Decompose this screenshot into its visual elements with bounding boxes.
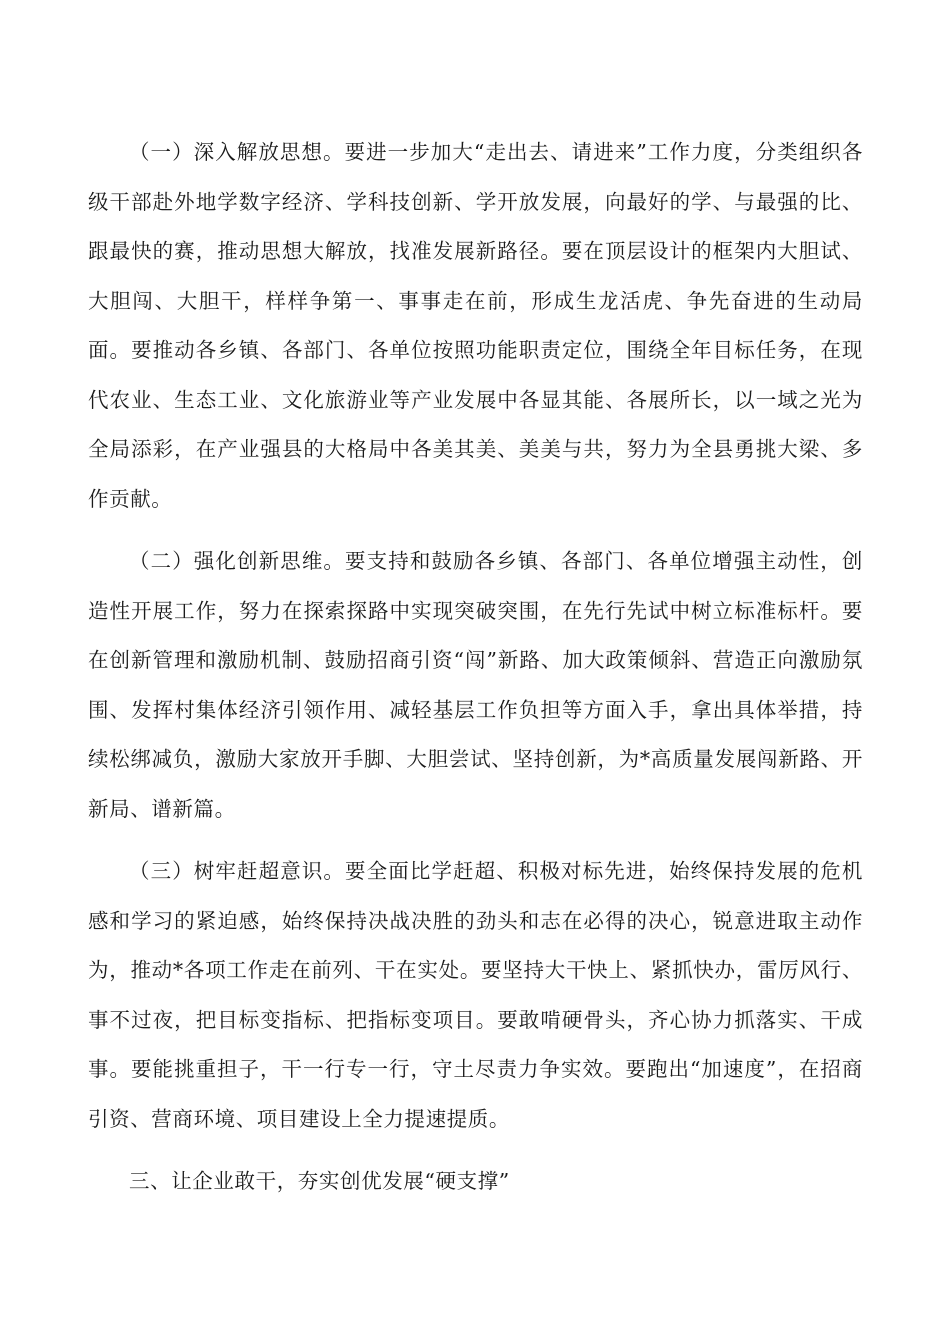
section-heading: 三、让企业敢干，夯实创优发展“硬支撑” [129, 1169, 510, 1193]
paragraph-innovation-thinking: （二）强化创新思维。要支持和鼓励各乡镇、各部门、各单位增强主动性，创造性开展工作，努力在探索探路中实现突破突围，在先行先试中树立标准标杆。要在创新管理和激励机制、鼓励招商引资“闯”新路、加大政策倾斜、营造正向激励氛围、发挥村集体经济引领作用、减轻基层工作负担等方面入手，拿出具体举措，持续松绑减负，激励大家放开手脚、大胆尝试、坚持创新，为*高质量发展闯新路、开新局、谱新篇。 [88, 549, 863, 821]
document-page [88, 128, 863, 1207]
paragraph-catch-up-awareness: （三）树牢赶超意识。要全面比学赶超、积极对标先进，始终保持发展的危机感和学习的紧迫感，始终保持决战决胜的劲头和志在必得的决心，锐意进取主动作为，推动*各项工作走在前列、干在实处。要坚持大干快上、紧抓快办，雷厉风行、事不过夜，把目标变指标、把指标变项目。要敢啃硬骨头，齐心协力抓落实、干成事。要能挑重担子，干一行专一行，守土尽责力争实效。要跑出“加速度”，在招商引资、营商环境、项目建设上全力提速提质。 [88, 859, 863, 1131]
paragraph-deepen-emancipation: （一）深入解放思想。要进一步加大“走出去、请进来”工作力度，分类组织各级干部赴外地学数字经济、学科技创新、学开放发展，向最好的学、与最强的比、跟最快的赛，推动思想大解放，找准发展新路径。要在顶层设计的框架内大胆试、大胆闯、大胆干，样样争第一、事事走在前，形成生龙活虎、争先奋进的生动局面。要推动各乡镇、各部门、各单位按照功能职责定位，围绕全年目标任务，在现代农业、生态工业、文化旅游业等产业发展中各显其能、各展所长，以一域之光为全局添彩，在产业强县的大格局中各美其美、美美与共，努力为全县勇挑大梁、多作贡献。 [88, 140, 863, 511]
